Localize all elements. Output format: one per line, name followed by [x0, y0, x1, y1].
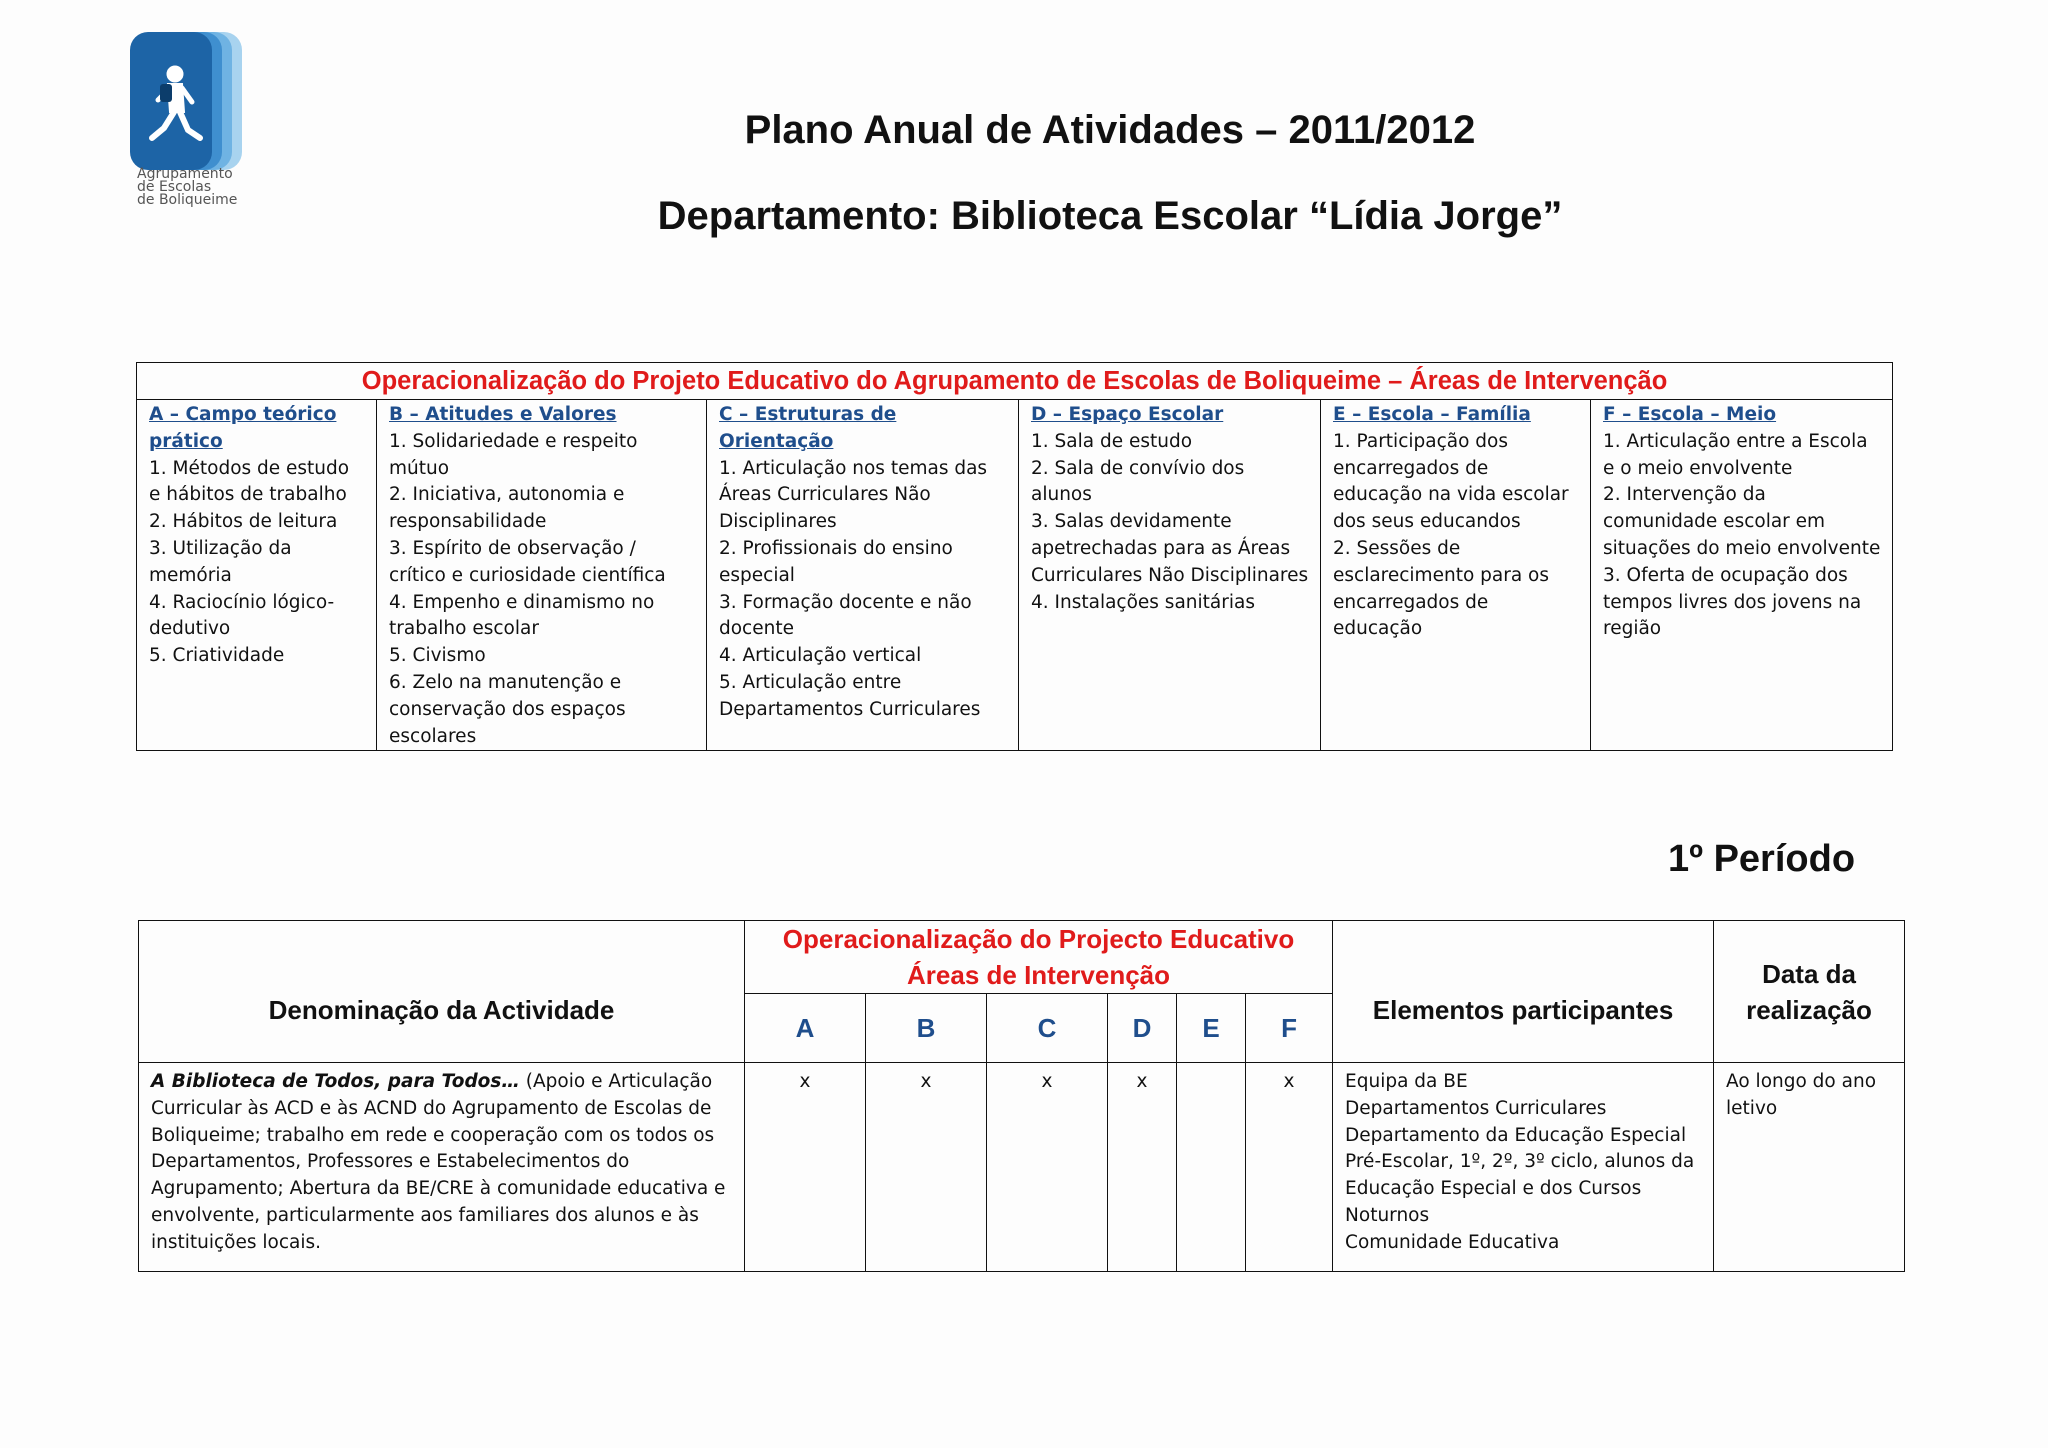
area-item: 3. Formação docente e não docente — [719, 591, 978, 640]
areas-table-title: Operacionalização do Projeto Educativo do Agrupamento de Escolas de Boliqueime – Áreas de Intervenção — [137, 363, 1893, 400]
mark-f: x — [1246, 1063, 1333, 1272]
period-heading: 1º Período — [1668, 838, 1856, 880]
area-item: 1. Solidariedade e respeito mútuo — [389, 430, 644, 479]
area-item: 5. Articulação entre Departamentos Curriculares — [719, 671, 981, 720]
area-column-c — [707, 400, 1019, 751]
participant-item: Departamentos Curriculares — [1345, 1097, 1607, 1119]
area-item: 4. Articulação vertical — [719, 645, 922, 667]
logo-line: de Boliqueime — [137, 192, 238, 208]
area-item: 6. Zelo na manutenção e conservação dos espaços escolares — [389, 671, 632, 747]
area-heading: F – Escola – Meio — [1603, 404, 1777, 425]
letter-e: E — [1177, 994, 1246, 1063]
area-column-f — [1591, 400, 1893, 751]
table-row — [139, 1063, 1905, 1272]
col-op-line1: Operacionalização do Projecto Educativo — [782, 924, 1295, 954]
department-title: Departamento: Biblioteca Escolar “Lídia Jorge” — [657, 194, 1563, 238]
mark-e — [1177, 1063, 1246, 1272]
areas-table — [136, 362, 1893, 751]
activity-description: (Apoio e Articulação Curricular às ACD e às ACND do Agrupamento de Escolas de Boliqueime; trabalho em rede e cooperação com os todos os Departamentos, Professores e Estabelecimentos do Agrupamento; Abertura da BE/CRE à comunidade educativa e envolvente, particularmente aos familiares dos alunos e às instituições locais. — [151, 1071, 726, 1253]
area-item: 4. Empenho e dinamismo no trabalho escolar — [389, 591, 661, 640]
activity-cell — [139, 1063, 745, 1272]
area-item: 4. Raciocínio lógico-dedutivo — [149, 591, 335, 640]
area-item: 1. Sala de estudo — [1031, 430, 1193, 452]
area-item: 1. Articulação nos temas das Áreas Curriculares Não Disciplinares — [719, 457, 993, 533]
mark-d: x — [1108, 1063, 1177, 1272]
participant-item: Departamento da Educação Especial — [1345, 1124, 1687, 1146]
area-item: 5. Civismo — [389, 645, 486, 667]
area-item: 4. Instalações sanitárias — [1031, 591, 1255, 613]
col-participants-label: Elementos participantes — [1372, 995, 1674, 1025]
participant-item: Pré-Escolar, 1º, 2º, 3º ciclo, alunos da Educação Especial e dos Cursos Noturnos — [1345, 1151, 1695, 1226]
area-column-d — [1019, 400, 1321, 751]
mark-b: x — [866, 1063, 987, 1272]
logo-line: Agrupamento — [137, 166, 233, 182]
participants-cell — [1333, 1063, 1714, 1272]
area-item: 1. Participação dos encarregados de educação na vida escolar dos seus educandos — [1333, 430, 1575, 533]
area-heading: B – Atitudes e Valores — [389, 404, 617, 425]
activity-title: A Biblioteca de Todos, para Todos… — [151, 1071, 520, 1092]
participant-item: Equipa da BE — [1345, 1071, 1468, 1092]
letter-b: B — [866, 994, 987, 1063]
logo-line: de Escolas — [137, 179, 212, 195]
area-item: 5. Criatividade — [149, 645, 285, 667]
area-item: 2. Sessões de esclarecimento para os encarregados de educação — [1333, 537, 1555, 640]
area-column-e — [1321, 400, 1591, 751]
letter-a: A — [745, 994, 866, 1063]
area-item: 2. Profissionais do ensino especial — [719, 537, 959, 586]
area-item: 2. Intervenção da comunidade escolar em situações do meio envolvente — [1603, 484, 1881, 559]
col-op-line2: Áreas de Intervenção — [907, 960, 1171, 990]
participant-item: Comunidade Educativa — [1345, 1231, 1560, 1253]
area-heading: D – Espaço Escolar — [1031, 404, 1224, 425]
mark-c: x — [987, 1063, 1108, 1272]
area-column-b — [377, 400, 707, 751]
area-heading: C – Estruturas de Orientação — [719, 404, 897, 452]
area-item: 1. Articulação entre a Escola e o meio envolvente — [1603, 430, 1874, 479]
activity-plan-table — [138, 920, 1905, 1272]
area-heading: E – Escola – Família — [1333, 404, 1531, 425]
col-participants-header — [1333, 921, 1714, 1063]
mark-a: x — [745, 1063, 866, 1272]
col-date-line2: realização — [1746, 995, 1872, 1025]
area-item: 2. Sala de convívio dos alunos — [1031, 457, 1251, 506]
letter-c: C — [987, 994, 1108, 1063]
area-column-a — [137, 400, 377, 751]
area-heading: A – Campo teórico prático — [149, 404, 337, 452]
letter-f: F — [1246, 994, 1333, 1063]
area-item: 3. Espírito de observação / crítico e curiosidade científica — [389, 537, 666, 586]
area-item: 1. Métodos de estudo e hábitos de trabalho — [149, 457, 355, 506]
area-item: 3. Oferta de ocupação dos tempos livres dos jovens na região — [1603, 564, 1868, 640]
col-activity-label: Denominação da Actividade — [268, 995, 615, 1025]
area-item: 3. Salas devidamente apetrechadas para as Áreas Curriculares Não Disciplinares — [1031, 511, 1309, 586]
date-cell: Ao longo do ano letivo — [1714, 1063, 1905, 1272]
page-title: Plano Anual de Atividades – 2011/2012 — [744, 108, 1476, 152]
area-item: 2. Iniciativa, autonomia e responsabilidade — [389, 484, 631, 533]
col-date-header — [1714, 921, 1905, 1063]
area-item: 2. Hábitos de leitura — [149, 511, 338, 533]
area-item: 3. Utilização da memória — [149, 537, 298, 586]
col-op-header — [745, 921, 1333, 994]
col-activity-header — [139, 921, 745, 1063]
col-date-line1: Data da — [1762, 959, 1856, 989]
letter-d: D — [1108, 994, 1177, 1063]
